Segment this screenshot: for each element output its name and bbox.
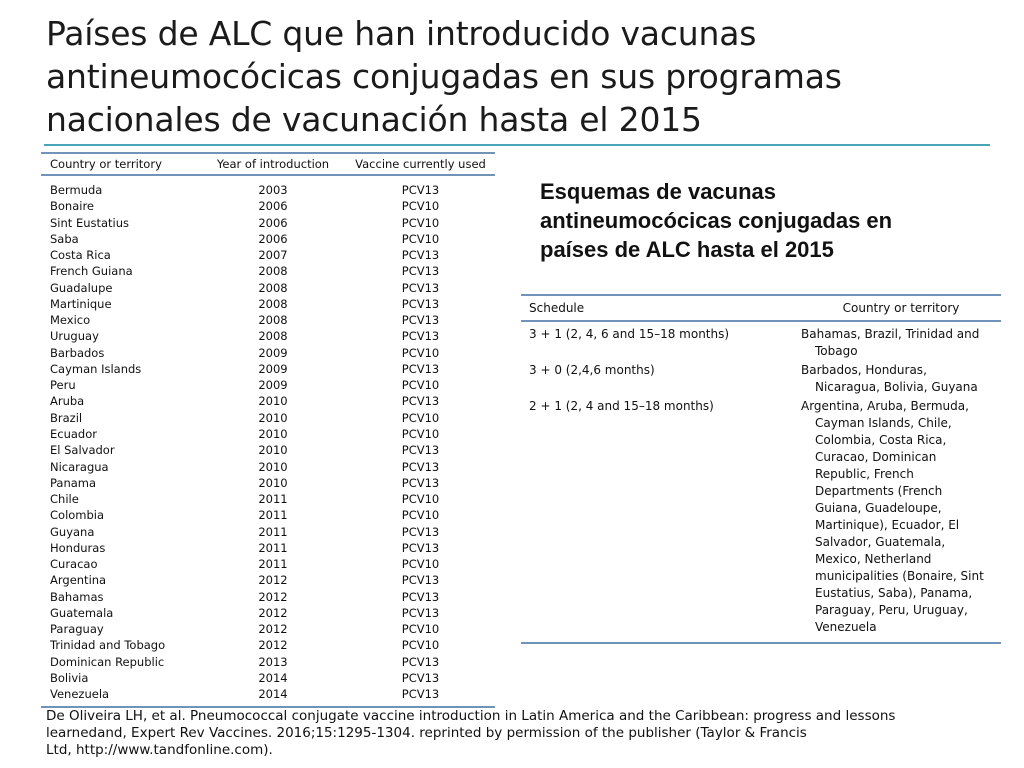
year-cell: 2010 xyxy=(258,459,288,474)
year-cell: 2014 xyxy=(258,670,288,685)
vaccine-cell: PCV13 xyxy=(401,329,440,344)
table-row xyxy=(41,393,495,409)
table-row xyxy=(41,312,495,328)
vaccine-cell: PCV13 xyxy=(401,361,440,376)
table-row xyxy=(41,182,495,198)
vaccine-cell: PCV13 xyxy=(401,524,440,539)
country-cell: Curacao xyxy=(50,557,98,572)
country-cell: Chile xyxy=(50,492,79,507)
year-cell: 2008 xyxy=(258,264,288,279)
table-row xyxy=(41,475,495,491)
vaccine-cell: PCV13 xyxy=(401,605,440,620)
vaccine-cell: PCV13 xyxy=(401,670,440,685)
citation xyxy=(46,708,946,759)
country-cell: French Guiana xyxy=(50,264,133,279)
country-cell: Bonaire xyxy=(50,199,95,214)
table-row xyxy=(41,296,495,312)
country-cell: Uruguay xyxy=(50,329,99,344)
vaccine-cell: PCV13 xyxy=(401,459,440,474)
slide-title-line: antineumocócicas conjugadas en sus programas xyxy=(46,57,842,96)
table-body xyxy=(521,326,1001,642)
schedule-cell: 3 + 0 (2,4,6 months) xyxy=(529,363,655,377)
year-cell: 2008 xyxy=(258,313,288,328)
table-row xyxy=(41,410,495,426)
country-cell: Venezuela xyxy=(50,687,110,702)
table-row xyxy=(41,361,495,377)
country-cell: Saba xyxy=(50,231,79,246)
year-cell: 2014 xyxy=(258,687,288,702)
year-cell: 2012 xyxy=(258,638,288,653)
table-row xyxy=(41,231,495,247)
year-cell: 2006 xyxy=(258,231,288,246)
country-cell: Argentina xyxy=(50,573,107,588)
year-cell: 2006 xyxy=(258,215,288,230)
year-cell: 2006 xyxy=(258,199,288,214)
country-cell: Mexico xyxy=(50,313,91,328)
vaccine-cell: PCV13 xyxy=(401,183,440,197)
schedule-cell: 3 + 1 (2, 4, 6 and 15–18 months) xyxy=(529,327,730,341)
table-row xyxy=(41,605,495,621)
countries-line: Guiana, Guadeloupe, xyxy=(815,501,942,515)
vaccine-cell: PCV10 xyxy=(401,557,440,572)
vaccine-cell: PCV13 xyxy=(401,248,440,263)
year-cell: 2010 xyxy=(258,410,288,425)
vaccine-cell: PCV10 xyxy=(401,638,440,653)
schedule-heading-line: antineumocócicas conjugadas en xyxy=(540,208,893,233)
year-cell: 2009 xyxy=(258,345,288,360)
country-cell: Guyana xyxy=(50,524,95,539)
table-row xyxy=(41,263,495,279)
header-vaccine: Vaccine currently used xyxy=(355,157,486,171)
table-header-row xyxy=(521,296,1001,322)
table-row xyxy=(521,326,1001,360)
year-cell: 2012 xyxy=(258,573,288,588)
vaccine-cell: PCV13 xyxy=(401,394,440,409)
year-cell: 2008 xyxy=(258,296,288,311)
vaccine-cell: PCV13 xyxy=(401,443,440,458)
country-cell: Trinidad and Tobago xyxy=(50,638,166,653)
table-row xyxy=(41,215,495,231)
year-cell: 2009 xyxy=(258,361,288,376)
year-cell: 2011 xyxy=(258,492,288,507)
vaccine-cell: PCV10 xyxy=(401,622,440,637)
table-row xyxy=(41,572,495,588)
year-cell: 2008 xyxy=(258,329,288,344)
country-cell: Bermuda xyxy=(50,183,103,197)
header-country: Country or territory xyxy=(842,301,960,315)
year-cell: 2013 xyxy=(258,654,288,669)
year-cell: 2012 xyxy=(258,589,288,604)
schedule-table xyxy=(521,294,1001,644)
country-cell: Peru xyxy=(50,378,76,393)
schedule-heading-line: Esquemas de vacunas xyxy=(540,179,777,204)
country-cell: El Salvador xyxy=(50,443,115,458)
table-row xyxy=(41,654,495,670)
vaccine-cell: PCV10 xyxy=(401,231,440,246)
vaccine-cell: PCV10 xyxy=(401,492,440,507)
vaccine-cell: PCV13 xyxy=(401,264,440,279)
year-cell: 2009 xyxy=(258,378,288,393)
country-cell: Dominican Republic xyxy=(50,654,165,669)
slide-title-line: Países de ALC que han introducido vacunas xyxy=(46,14,757,53)
year-cell: 2012 xyxy=(258,605,288,620)
table-row xyxy=(41,491,495,507)
table-row xyxy=(41,589,495,605)
countries-line: municipalities (Bonaire, Sint xyxy=(815,569,984,583)
countries-line: Bahamas, Brazil, Trinidad and xyxy=(801,327,980,341)
country-cell: Brazil xyxy=(50,410,83,425)
table-row xyxy=(41,556,495,572)
country-cell: Panama xyxy=(50,475,97,490)
year-cell: 2003 xyxy=(258,183,288,197)
title-divider xyxy=(44,144,990,146)
year-cell: 2010 xyxy=(258,475,288,490)
countries-line: Mexico, Netherland xyxy=(815,552,932,566)
country-cell: Bolivia xyxy=(50,670,89,685)
vaccine-cell: PCV13 xyxy=(401,573,440,588)
countries-line: Nicaragua, Bolivia, Guyana xyxy=(815,380,978,394)
table-row xyxy=(41,426,495,442)
header-schedule: Schedule xyxy=(529,301,585,315)
country-cell: Nicaragua xyxy=(50,459,109,474)
countries-line: Eustatius, Saba), Panama, xyxy=(815,586,973,600)
country-cell: Paraguay xyxy=(50,622,104,637)
countries-line: Barbados, Honduras, xyxy=(801,363,927,377)
vaccine-cell: PCV13 xyxy=(401,687,440,702)
vaccine-cell: PCV10 xyxy=(401,345,440,360)
country-cell: Guadalupe xyxy=(50,280,113,295)
country-cell: Ecuador xyxy=(50,426,97,441)
table-row xyxy=(41,377,495,393)
citation-line: learnedand, Expert Rev Vaccines. 2016;15:1295-1304. reprinted by permission of the publisher (Taylor & Francis xyxy=(46,725,807,741)
country-cell: Aruba xyxy=(50,394,85,409)
countries-line: Martinique), Ecuador, El xyxy=(815,518,960,532)
vaccine-cell: PCV10 xyxy=(401,410,440,425)
country-cell: Honduras xyxy=(50,540,106,555)
country-cell: Colombia xyxy=(50,508,105,523)
vaccine-cell: PCV13 xyxy=(401,654,440,669)
year-cell: 2011 xyxy=(258,557,288,572)
vaccine-cell: PCV10 xyxy=(401,199,440,214)
country-cell: Cayman Islands xyxy=(50,361,142,376)
countries-line: Republic, French xyxy=(815,467,914,481)
table-body xyxy=(41,182,495,706)
table-header-row xyxy=(41,154,495,176)
countries-line: Colombia, Costa Rica, xyxy=(815,433,947,447)
countries-line: Curacao, Dominican xyxy=(815,450,937,464)
vaccine-cell: PCV13 xyxy=(401,475,440,490)
table-row xyxy=(521,362,1001,396)
vaccine-cell: PCV13 xyxy=(401,313,440,328)
slide-title xyxy=(46,12,1006,141)
vaccine-cell: PCV13 xyxy=(401,296,440,311)
country-cell: Costa Rica xyxy=(50,248,111,263)
header-country: Country or territory xyxy=(50,157,162,171)
table-row xyxy=(41,637,495,653)
table-row xyxy=(41,686,495,702)
slide-title-line: nacionales de vacunación hasta el 2015 xyxy=(46,100,702,139)
countries-line: Paraguay, Peru, Uruguay, xyxy=(815,603,968,617)
table-row xyxy=(41,459,495,475)
schedule-cell: 2 + 1 (2, 4 and 15–18 months) xyxy=(529,399,714,413)
vaccine-cell: PCV13 xyxy=(401,540,440,555)
countries-line: Cayman Islands, Chile, xyxy=(815,416,952,430)
country-cell: Sint Eustatius xyxy=(50,215,130,230)
table-row xyxy=(41,540,495,556)
citation-line: Ltd, http://www.tandfonline.com). xyxy=(46,742,273,758)
vaccine-cell: PCV10 xyxy=(401,378,440,393)
vaccine-cell: PCV10 xyxy=(401,508,440,523)
year-cell: 2008 xyxy=(258,280,288,295)
table-row xyxy=(41,524,495,540)
table-row xyxy=(41,198,495,214)
year-cell: 2011 xyxy=(258,540,288,555)
table-row xyxy=(41,328,495,344)
vaccine-cell: PCV13 xyxy=(401,589,440,604)
countries-line: Tobago xyxy=(815,344,858,358)
table-row xyxy=(41,247,495,263)
country-cell: Bahamas xyxy=(50,589,104,604)
table-row xyxy=(41,670,495,686)
countries-line: Venezuela xyxy=(815,620,877,634)
countries-line: Departments (French xyxy=(815,484,943,498)
vaccine-introduction-table xyxy=(41,152,495,708)
vaccine-cell: PCV10 xyxy=(401,426,440,441)
countries-cell xyxy=(801,398,1001,636)
header-year: Year of introduction xyxy=(216,157,330,171)
countries-line: Salvador, Guatemala, xyxy=(815,535,946,549)
year-cell: 2010 xyxy=(258,443,288,458)
countries-line: Argentina, Aruba, Bermuda, xyxy=(801,399,969,413)
schedule-heading-line: países de ALC hasta el 2015 xyxy=(540,237,834,262)
table-row xyxy=(41,442,495,458)
countries-cell xyxy=(801,362,1001,396)
year-cell: 2011 xyxy=(258,508,288,523)
year-cell: 2007 xyxy=(258,248,288,263)
table-row xyxy=(521,398,1001,636)
countries-cell xyxy=(801,326,1001,360)
year-cell: 2010 xyxy=(258,394,288,409)
country-cell: Guatemala xyxy=(50,605,114,620)
country-cell: Barbados xyxy=(50,345,105,360)
citation-line: De Oliveira LH, et al. Pneumococcal conjugate vaccine introduction in Latin America and the Caribbean: progress and lessons xyxy=(46,708,896,724)
vaccine-cell: PCV10 xyxy=(401,215,440,230)
table-row xyxy=(41,621,495,637)
table-row xyxy=(41,345,495,361)
vaccine-cell: PCV13 xyxy=(401,280,440,295)
year-cell: 2011 xyxy=(258,524,288,539)
table-row xyxy=(41,507,495,523)
year-cell: 2010 xyxy=(258,426,288,441)
table-row xyxy=(41,280,495,296)
schedule-heading xyxy=(540,177,980,264)
country-cell: Martinique xyxy=(50,296,112,311)
year-cell: 2012 xyxy=(258,622,288,637)
